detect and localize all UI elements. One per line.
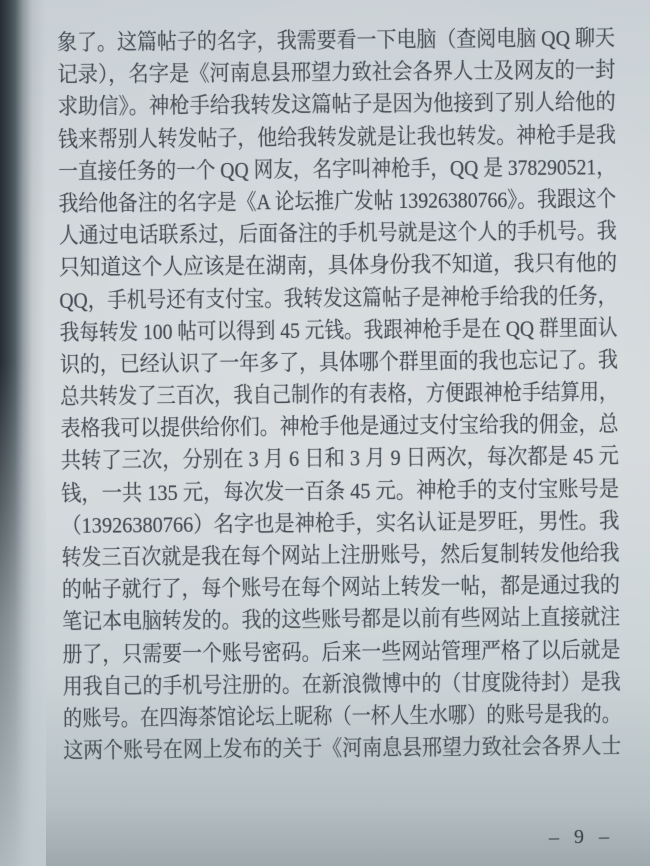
text-line: 钱，一共 135 元，每次发一百条 45 元。神枪手的支付宝账号是 [60, 475, 620, 506]
text-line: 册了，只需要一个账号密码。后来一些网站管理严格了以后就是 [62, 636, 621, 667]
text-line: 笔记本电脑转发的。我的这些账号都是以前有些网站上直接就注 [62, 604, 621, 635]
page-left-edge-shadow-fade [0, 0, 46, 866]
text-line: 我每转发 100 帖可以得到 45 元钱。我跟神枪手是在 QQ 群里面认 [59, 314, 618, 345]
page-left-edge-shadow [0, 0, 46, 866]
text-line: 表格我可以提供给你们。神枪手他是通过支付宝给我的佣金，总 [60, 411, 619, 442]
text-line: （13926380766）名字也是神枪手，实名认证是罗旺，男性。我 [61, 507, 620, 538]
text-line: 钱来帮别人转发帖子，他给我转发就是让我也转发。神枪手是我 [57, 121, 617, 152]
text-line: 转发三百次就是我在每个网站上注册账号，然后复制转发他给我 [61, 540, 620, 570]
text-line: 用我自己的手机号注册的。在新浪微博中的（甘度陇待封）是我 [62, 668, 621, 699]
text-line: 这两个账号在网上发布的关于《河南息县邢望力致社会各界人士 [63, 733, 622, 764]
text-line: 记录），名字是《河南息县邢望力致社会各界人士及网友的一封 [57, 57, 616, 88]
text-line: 人通过电话联系过，后面备注的手机号就是这个人的手机号。我 [58, 218, 617, 249]
text-line: 象了。这篇帖子的名字，我需要看一下电脑（查阅电脑 QQ 聊天 [57, 25, 616, 55]
text-line: 一直接任务的一个 QQ 网友，名字叫神枪手，QQ 是 378290521， [58, 153, 616, 184]
document-text [57, 22, 621, 767]
text-line: 总共转发了三百次，我自己制作的有表格，方便跟神枪手结算用， [60, 379, 619, 410]
page-number: – 9 – [548, 825, 615, 849]
text-line: 求助信》。神枪手给我转发这篇帖子是因为他接到了别人给他的 [57, 89, 616, 120]
text-line: 我给他备注的名字是《A 论坛推广发帖 13926380766》。我跟这个 [58, 186, 617, 216]
text-line: QQ，手机号还有支付宝。我转发这篇帖子是神枪手给我的任务， [59, 282, 618, 313]
text-line: 识的，已经认识了一年多了，具体哪个群里面的我也忘记了。我 [59, 346, 619, 377]
text-line: 的账号。在四海茶馆论坛上昵称（一杯人生水哪）的账号是我的。 [62, 701, 622, 731]
text-line: 共转了三次，分别在 3 月 6 日和 3 月 9 日两次，每次都是 45 元 [60, 443, 619, 474]
text-line: 的帖子就行了，每个账号在每个网站上转发一帖，都是通过我的 [61, 572, 620, 603]
text-line: 只知道这个人应该是在湖南，具体身份我不知道，我只有他的 [58, 250, 618, 281]
